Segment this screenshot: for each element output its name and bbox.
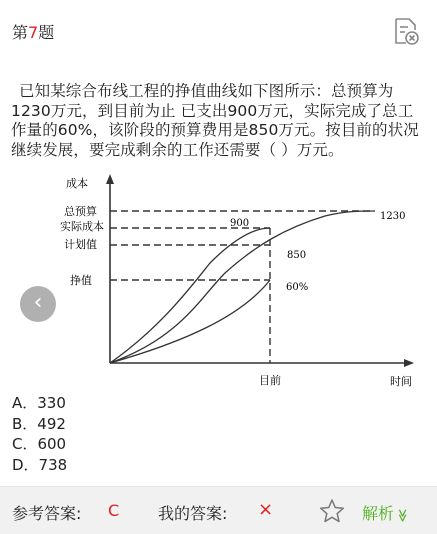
my-answer-label: 我的答案: xyxy=(158,504,228,523)
earned-value-chart xyxy=(40,168,437,392)
answer-options xyxy=(12,393,67,475)
report-error-icon[interactable] xyxy=(392,16,420,46)
annotation-percent-complete: 60% xyxy=(286,282,309,293)
y-label-actual-cost: 实际成本 xyxy=(60,220,104,233)
y-label-earned-value: 挣值 xyxy=(70,274,92,287)
y-axis-label: 成本 xyxy=(66,177,88,190)
earned-value-figure xyxy=(40,168,437,392)
planned-value-curve xyxy=(110,211,375,363)
my-answer-value: × xyxy=(258,499,274,520)
answer-footer xyxy=(0,486,437,534)
question-text: 已知某综合布线工程的挣值曲线如下图所示：总预算为1230万元，到目前为止 已支出900万元，实际完成了总工作量的60%，该阶段的预算费用是850万元。按目前的状况继续发展，要完成剩余的工作还需要（ ）万元。 xyxy=(11,82,419,159)
analysis-button[interactable] xyxy=(362,501,409,524)
y-axis-arrow xyxy=(106,174,114,184)
chevron-left-icon: ‹ xyxy=(33,290,43,315)
option-c[interactable]: C．600 xyxy=(12,435,67,453)
x-axis-arrow xyxy=(404,359,414,367)
back-button[interactable] xyxy=(20,286,56,322)
x-marker-label: 目前 xyxy=(259,374,281,387)
analysis-label: 解析 xyxy=(362,504,395,523)
option-b[interactable]: B．492 xyxy=(12,414,66,433)
title-prefix: 第 xyxy=(12,23,29,42)
actual-cost-curve xyxy=(110,228,270,363)
annotation-total-budget: 1230 xyxy=(380,211,406,222)
title-suffix: 题 xyxy=(38,23,55,42)
star-outline-icon[interactable] xyxy=(319,498,345,524)
annotation-actual-cost: 900 xyxy=(230,218,250,229)
y-label-total-budget: 总预算 xyxy=(64,205,97,218)
question-header xyxy=(0,0,437,62)
option-d[interactable]: D．738 xyxy=(12,455,68,474)
x-axis-label: 时间 xyxy=(390,375,412,388)
annotation-planned-value: 850 xyxy=(287,250,307,261)
question-number: 7 xyxy=(28,23,39,42)
ref-answer-value: C xyxy=(108,501,120,520)
earned-value-curve xyxy=(110,280,270,363)
y-label-planned-value: 计划值 xyxy=(64,238,97,251)
ref-answer-label: 参考答案: xyxy=(12,504,82,523)
option-a[interactable]: A．330 xyxy=(12,394,66,412)
double-chevron-down-icon: ≫ xyxy=(394,508,410,523)
question-title xyxy=(12,20,54,43)
